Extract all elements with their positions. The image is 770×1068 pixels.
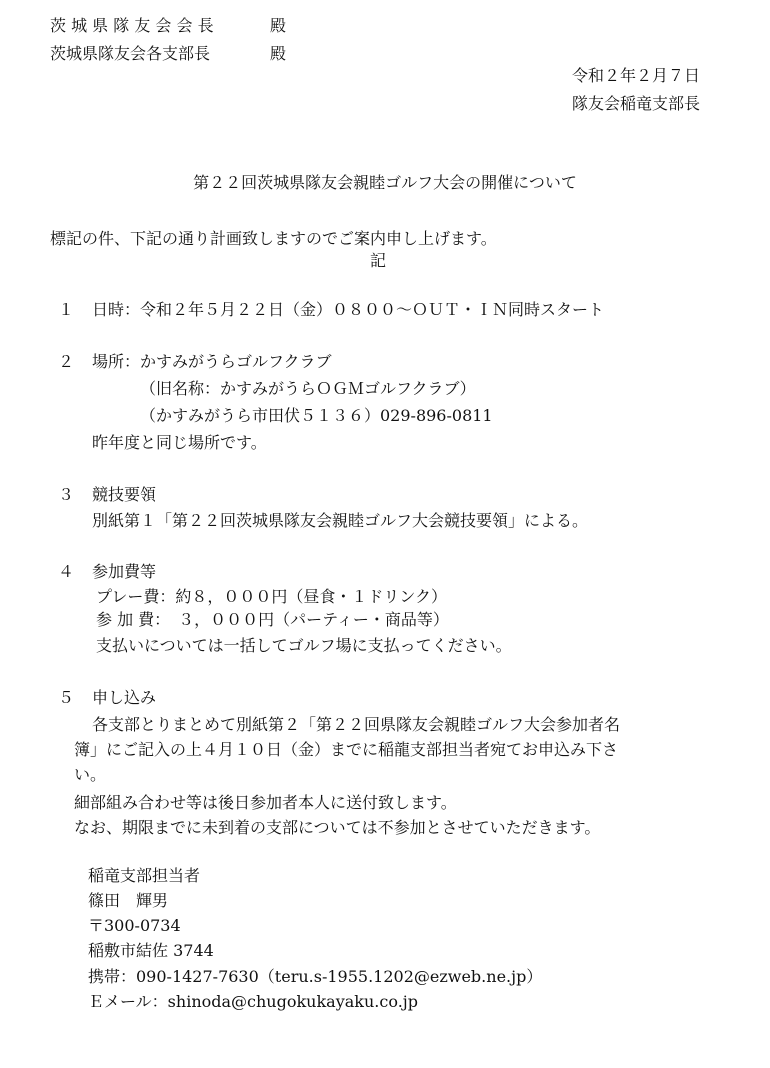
item-1-datetime: 日時：令和２年５月２２日（金）０８００～ＯＵＴ・ＩＮ同時スタート — [92, 300, 605, 319]
item-4-payment-note: 支払いについては一括してゴルフ場に支払ってください。 — [96, 636, 512, 655]
item-5-heading: 申し込み — [92, 688, 157, 707]
item-4-play-fee: プレー費：約８，０００円（昼食・１ドリンク） — [96, 587, 448, 606]
item-4-heading: 参加費等 — [92, 562, 157, 581]
addressee-line-1 — [50, 14, 214, 38]
item-number-2: ２ — [58, 352, 75, 371]
document-date: 令和２年２月７日 — [571, 66, 700, 85]
document-title: 第２２回茨城県隊友会親睦ゴルフ大会の開催について — [193, 173, 577, 192]
honorific-2: 殿 — [270, 44, 287, 63]
addressee-chairman: 茨 城 県 隊 友 会 会 長 — [50, 16, 214, 35]
contact-email: Ｅメール：shinoda@chugokukayaku.co.jp — [88, 992, 418, 1011]
honorific-1: 殿 — [270, 16, 287, 35]
contact-address: 稲敷市結佐 3744 — [88, 941, 214, 960]
contact-title: 稲竜支部担当者 — [88, 866, 201, 885]
item-3-detail: 別紙第１「第２２回茨城県隊友会親睦ゴルフ大会競技要領」による。 — [92, 511, 589, 530]
item-number-5: ５ — [58, 688, 75, 707]
item-number-4: ４ — [58, 562, 75, 581]
intro-text: 標記の件、下記の通り計画致しますのでご案内申し上げます。 — [50, 229, 497, 248]
contact-mobile: 携帯：090-1427-7630（teru.s-1955.1202@ezweb.ne.jp） — [88, 967, 543, 986]
contact-person-name: 篠田 輝男 — [88, 891, 169, 910]
item-number-3: ３ — [58, 485, 75, 504]
item-2-location: 場所：かすみがうらゴルフクラブ — [92, 352, 332, 371]
item-2-address: （かすみがうら市田伏５１３６）029-896-0811 — [140, 406, 493, 425]
item-5-deadline-note: なお、期限までに未到着の支部については不参加とさせていただきます。 — [74, 818, 601, 837]
item-2-note: 昨年度と同じ場所です。 — [92, 433, 267, 452]
addressee-line-2 — [50, 42, 210, 66]
contact-postal-code: 〒300-0734 — [88, 916, 181, 935]
ki-heading: 記 — [370, 251, 387, 270]
item-5-grouping-note: 細部組み合わせ等は後日参加者本人に送付致します。 — [74, 793, 457, 812]
item-4-participation-fee: 参 加 費： ３，０００円（パーティー・商品等） — [96, 610, 449, 629]
item-5-text-line-3: い。 — [74, 765, 107, 784]
item-number-1: １ — [58, 300, 75, 319]
addressee-branch-chiefs: 茨城県隊友会各支部長 — [50, 44, 211, 63]
item-5-text-line-1: 各支部とりまとめて別紙第２「第２２回県隊友会親睦ゴルフ大会参加者名 — [92, 715, 621, 734]
item-3-heading: 競技要領 — [92, 485, 157, 504]
item-5-text-line-2: 簿」にご記入の上４月１０日（金）までに稲龍支部担当者宛てお申込み下さ — [74, 740, 619, 759]
sender-name: 隊友会稲竜支部長 — [571, 94, 700, 113]
item-2-former-name: （旧名称：かすみがうらＯＧＭゴルフクラブ） — [140, 379, 476, 398]
